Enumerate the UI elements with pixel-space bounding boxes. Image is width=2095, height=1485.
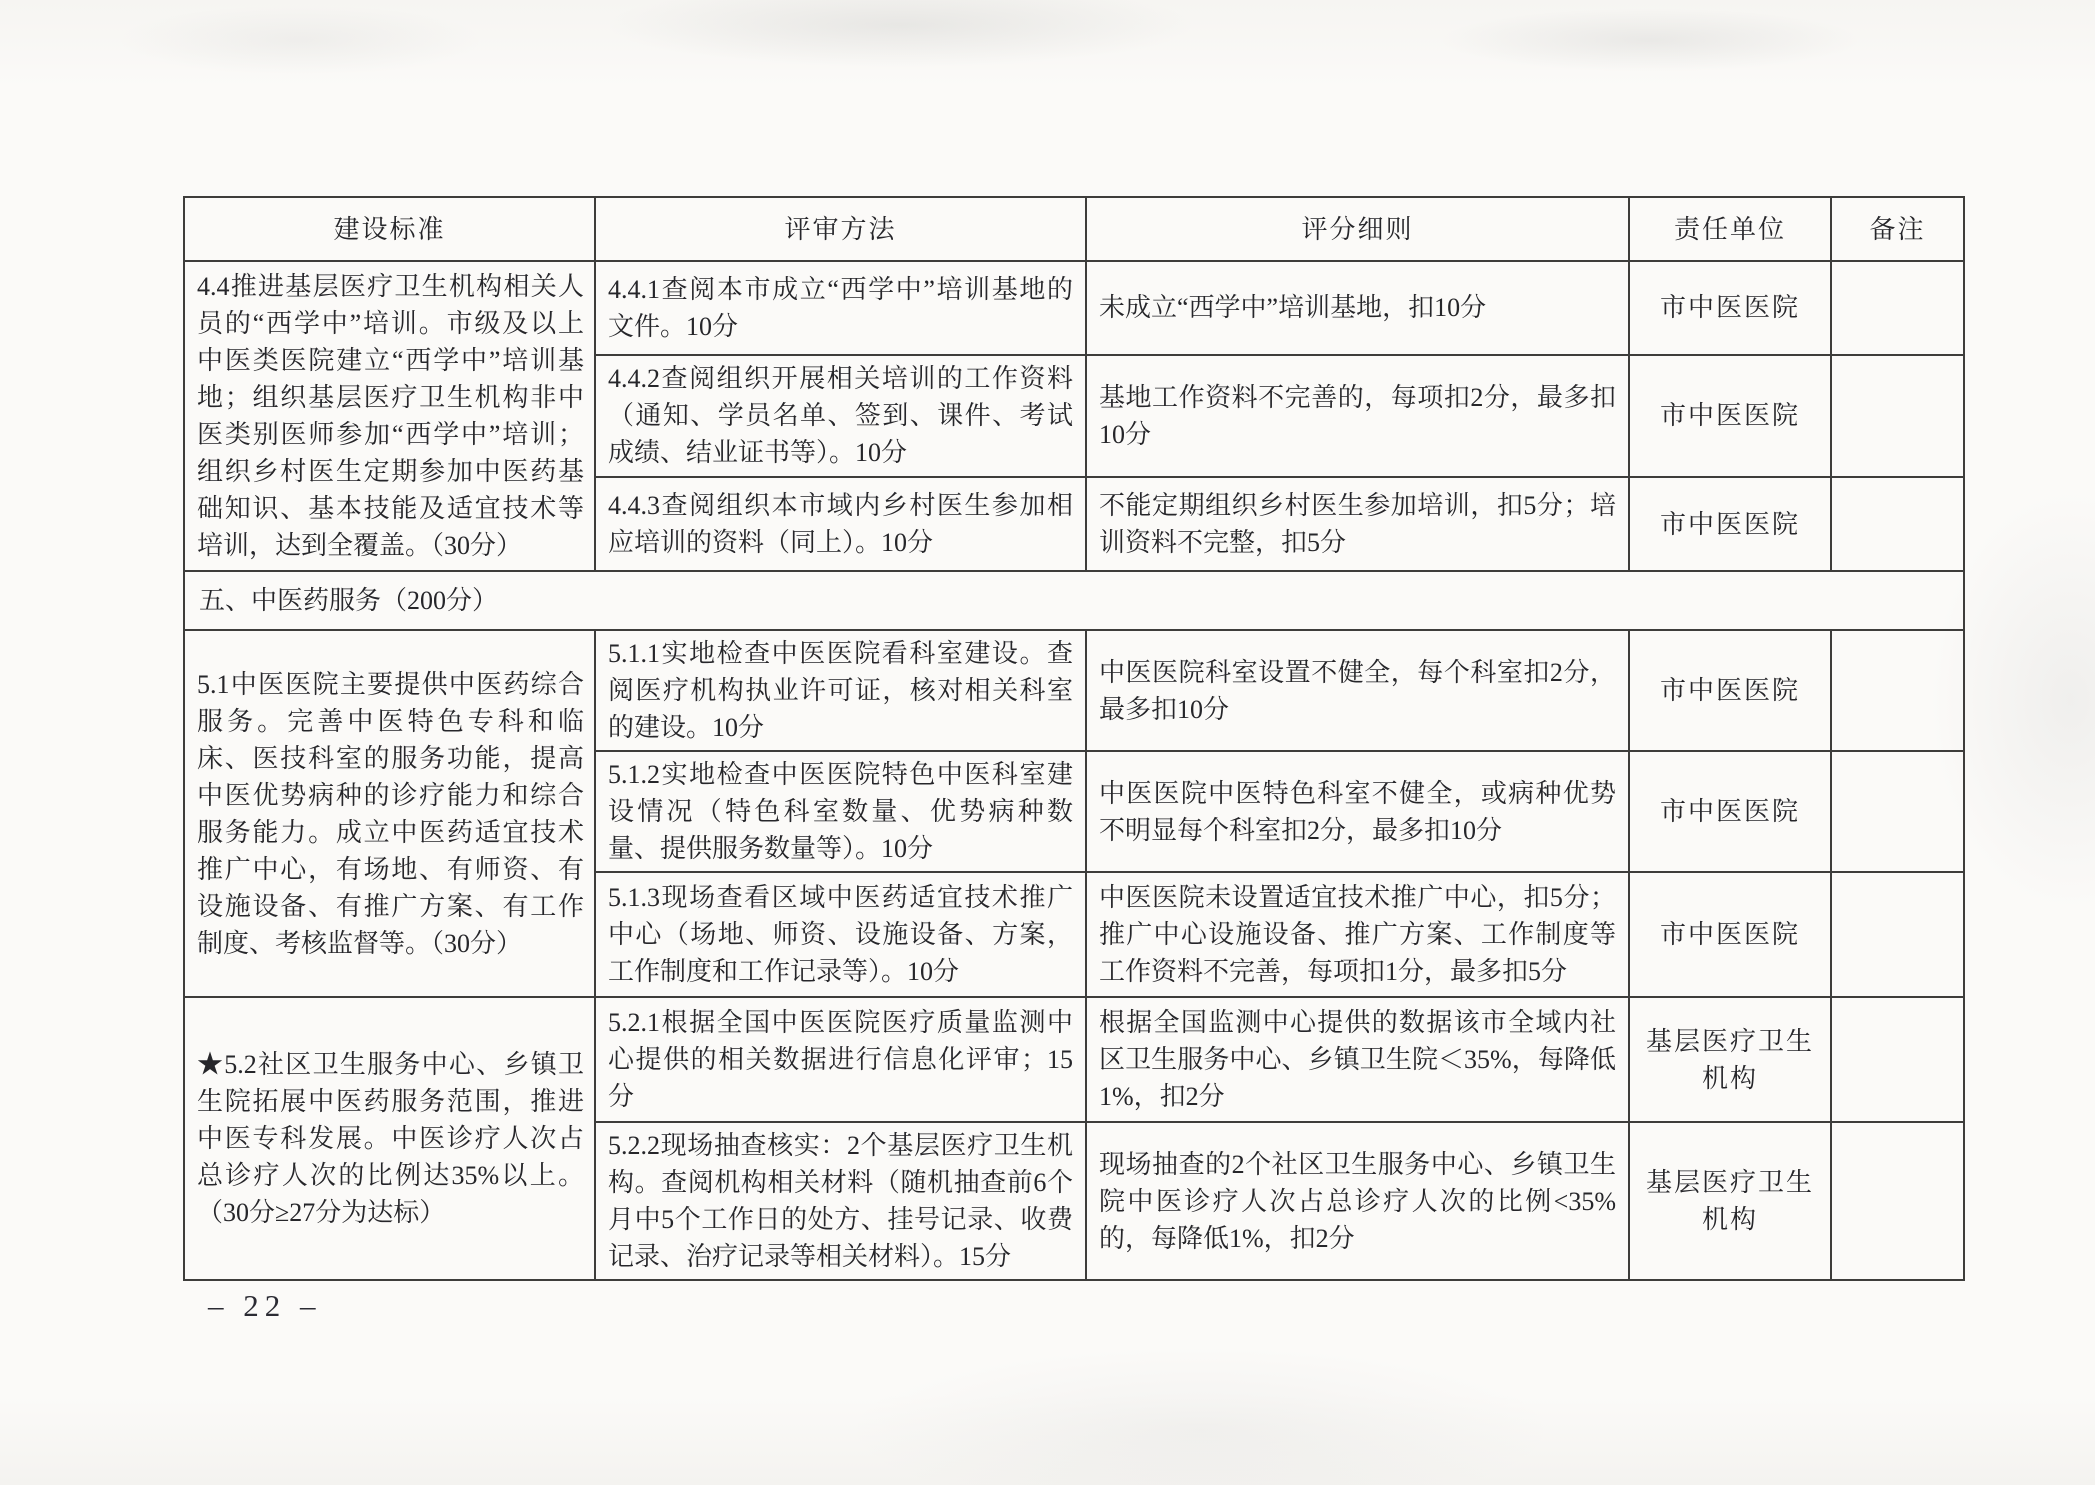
section-row bbox=[184, 571, 1964, 630]
cell-note-4-4-3 bbox=[1831, 477, 1964, 571]
cell-note-4-4-1 bbox=[1831, 261, 1964, 355]
cell-rule-5-1-1: 中医医院科室设置不健全，每个科室扣2分，最多扣10分 bbox=[1086, 630, 1629, 751]
cell-standard-4-4: 4.4推进基层医疗卫生机构相关人员的“西学中”培训。市级及以上中医类医院建立“西学中”培训基地；组织基层医疗卫生机构非中医类别医师参加“西学中”培训；组织乡村医生定期参加中医药基础知识、基本技能及适宜技术等培训，达到全覆盖。（30分） bbox=[184, 261, 595, 571]
cell-unit-4-4-2: 市中医医院 bbox=[1629, 355, 1831, 477]
table-row bbox=[184, 261, 1964, 355]
page-number: – 22 – bbox=[208, 1288, 322, 1323]
cell-method-5-1-3: 5.1.3现场查看区域中医药适宜技术推广中心（场地、师资、设施设备、方案，工作制度和工作记录等）。10分 bbox=[595, 872, 1086, 997]
cell-note-5-1-2 bbox=[1831, 751, 1964, 872]
cell-rule-5-1-2: 中医医院中医特色科室不健全，或病种优势不明显每个科室扣2分，最多扣10分 bbox=[1086, 751, 1629, 872]
cell-standard-5-2: ★5.2社区卫生服务中心、乡镇卫生院拓展中医药服务范围，推进中医专科发展。中医诊疗人次占总诊疗人次的比例达35%以上。（30分≥27分为达标） bbox=[184, 997, 595, 1280]
cell-unit-5-2-1: 基层医疗卫生机构 bbox=[1629, 997, 1831, 1122]
cell-rule-4-4-1: 未成立“西学中”培训基地，扣10分 bbox=[1086, 261, 1629, 355]
evaluation-criteria-table bbox=[183, 196, 1965, 1281]
table-row bbox=[184, 630, 1964, 751]
cell-note-5-2-2 bbox=[1831, 1122, 1964, 1280]
cell-method-4-4-3: 4.4.3查阅组织本市域内乡村医生参加相应培训的资料（同上）。10分 bbox=[595, 477, 1086, 571]
cell-rule-5-1-3: 中医医院未设置适宜技术推广中心，扣5分；推广中心设施设备、推广方案、工作制度等工作资料不完善，每项扣1分，最多扣5分 bbox=[1086, 872, 1629, 997]
cell-method-5-2-1: 5.2.1根据全国中医医院医疗质量监测中心提供的相关数据进行信息化评审；15分 bbox=[595, 997, 1086, 1122]
cell-note-5-2-1 bbox=[1831, 997, 1964, 1122]
cell-unit-5-1-2: 市中医医院 bbox=[1629, 751, 1831, 872]
cell-unit-5-1-1: 市中医医院 bbox=[1629, 630, 1831, 751]
cell-rule-4-4-3: 不能定期组织乡村医生参加培训，扣5分；培训资料不完整，扣5分 bbox=[1086, 477, 1629, 571]
header-note: 备注 bbox=[1831, 197, 1964, 261]
cell-unit-5-1-3: 市中医医院 bbox=[1629, 872, 1831, 997]
table-row bbox=[184, 997, 1964, 1122]
header-rule: 评分细则 bbox=[1086, 197, 1629, 261]
cell-note-4-4-2 bbox=[1831, 355, 1964, 477]
cell-note-5-1-1 bbox=[1831, 630, 1964, 751]
cell-standard-5-1: 5.1中医医院主要提供中医药综合服务。完善中医特色专科和临床、医技科室的服务功能，提高中医优势病种的诊疗能力和综合服务能力。成立中医药适宜技术推广中心，有场地、有师资、有设施设备、有推广方案、有工作制度、考核监督等。（30分） bbox=[184, 630, 595, 997]
cell-method-4-4-1: 4.4.1查阅本市成立“西学中”培训基地的文件。10分 bbox=[595, 261, 1086, 355]
cell-rule-4-4-2: 基地工作资料不完善的，每项扣2分，最多扣10分 bbox=[1086, 355, 1629, 477]
table-header-row bbox=[184, 197, 1964, 261]
cell-note-5-1-3 bbox=[1831, 872, 1964, 997]
header-unit: 责任单位 bbox=[1629, 197, 1831, 261]
header-method: 评审方法 bbox=[595, 197, 1086, 261]
cell-unit-5-2-2: 基层医疗卫生机构 bbox=[1629, 1122, 1831, 1280]
cell-unit-4-4-1: 市中医医院 bbox=[1629, 261, 1831, 355]
cell-rule-5-2-2: 现场抽查的2个社区卫生服务中心、乡镇卫生院中医诊疗人次占总诊疗人次的比例<35%的，每降低1%，扣2分 bbox=[1086, 1122, 1629, 1280]
cell-unit-4-4-3: 市中医医院 bbox=[1629, 477, 1831, 571]
cell-method-5-2-2: 5.2.2现场抽查核实：2个基层医疗卫生机构。查阅机构相关材料（随机抽查前6个月中5个工作日的处方、挂号记录、收费记录、治疗记录等相关材料）。15分 bbox=[595, 1122, 1086, 1280]
cell-rule-5-2-1: 根据全国监测中心提供的数据该市全域内社区卫生服务中心、乡镇卫生院＜35%，每降低1%，扣2分 bbox=[1086, 997, 1629, 1122]
cell-method-5-1-1: 5.1.1实地检查中医医院看科室建设。查阅医疗机构执业许可证，核对相关科室的建设。10分 bbox=[595, 630, 1086, 751]
header-standard: 建设标准 bbox=[184, 197, 595, 261]
section-title: 五、中医药服务（200分） bbox=[184, 571, 1964, 630]
cell-method-4-4-2: 4.4.2查阅组织开展相关培训的工作资料（通知、学员名单、签到、课件、考试成绩、结业证书等）。10分 bbox=[595, 355, 1086, 477]
cell-method-5-1-2: 5.1.2实地检查中医医院特色中医科室建设情况（特色科室数量、优势病种数量、提供服务数量等）。10分 bbox=[595, 751, 1086, 872]
